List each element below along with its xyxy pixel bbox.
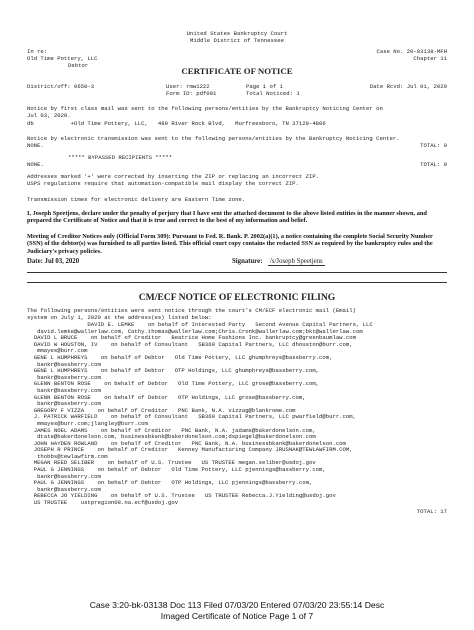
chapter: Chapter 11 [413, 55, 447, 62]
recipient-line: REBECCA JO YIELDING on behalf of U.S. Trustee US TRUSTEE Rebecca.J.Yielding@usdoj.gov [27, 492, 336, 500]
section-divider-bottom [27, 282, 447, 283]
recipient-line: GLENN BENTON ROSE on behalf of Debtor Old Time Pottery, LLC grose@bassberry.com, [27, 380, 320, 388]
recipient-line: PAUL G JENNINGS on behalf of Debtor OTP Holdings, LLC pjennings@bassberry.com, [27, 479, 313, 487]
recipient-line: JAMES NOEL ADAMS on behalf of Creditor PNC Bank, N.A. jadams@bakerdonelson.com, [27, 426, 316, 434]
usps-note: USPS regulations require that automation-compatible mail display the correct ZIP. [27, 180, 299, 187]
recipient-line: DAVID L BRUCE on behalf of Creditor Beatrice Home Fashions Inc. bankruptcy@greenbaumlaw.com [27, 334, 356, 342]
zip-note: Addresses marked '+' were corrected by inserting the ZIP or replacing an incorrect ZIP. [27, 173, 320, 180]
first-class-date: Jul 03, 2020. [27, 112, 71, 119]
declaration-text: I, Joseph Speetjens, declare under the penalty of perjury that I have sent the attached document to the above listed entities in the manner shown, and prepared the Certificate of Notice and that it is true and correct to the best of my information and belief. [27, 210, 427, 225]
recipient-line: GLENN BENTON ROSE on behalf of Debtor OTP Holdings, LLC grose@bassberry.com, [27, 393, 306, 401]
signature-text: /s/Joseph Speetjens [270, 258, 323, 265]
first-class-recipient: db +Old Time Pottery, LLC, 480 River Rock Blvd, Murfreesboro, TN 37128-4806 [27, 120, 326, 127]
recipient-line: bankr@bassberry.com [27, 386, 101, 394]
recipient-line: bankr@bassberry.com [27, 472, 101, 480]
district-office: District/off: 0650-3 [27, 83, 95, 90]
recipient-line: dtate@bakerdonelson.com, businessbkank@bakerdonelson.com;dspiegel@bakerdonelson.com [27, 433, 316, 441]
recipient-line: mmayes@burr.com;jlangley@burr.com [27, 419, 148, 427]
electronic-total: TOTAL: 0 [420, 142, 447, 149]
signature-value [268, 258, 325, 266]
recipient-line: J. PATRICK WARFIELD on behalf of Consultant SB360 Capital Partners, LLC pwarfield@burr.com, [27, 413, 356, 421]
recipient-line: GENE L HUMPHREYS on behalf of Debtor OTP Holdings, LLC ghumphreys@bassberry.com, [27, 367, 320, 375]
date-received: Date Rcvd: Jul 01, 2020 [369, 83, 447, 90]
time-zone-note: Transmission times for electronic delivery are Eastern Time zone. [27, 196, 246, 203]
cmecf-recipient-list [27, 322, 451, 507]
recipient-line: MEGAN REED SELIBER on behalf of U.S. Trustee US TRUSTEE megan.seliber@usdoj.gov [27, 459, 316, 467]
recipient-line: bankr@bassberry.com [27, 485, 101, 493]
case-number: Case No. 20-03138-MFH [376, 48, 447, 55]
recipient-line: thobbs@tewlawfirm.com [27, 452, 108, 460]
recipient-line: JOSEPH R PRINCE on behalf of Creditor Kenney Manufacturing Company JRUSNAK@TEWLAWFIRM.COM, [27, 446, 353, 454]
form-id: Form ID: pdf001 [166, 90, 217, 97]
bypassed-heading: ***** BYPASSED RECIPIENTS ***** [68, 154, 173, 161]
footer-case-line: Case 3:20-bk-03138 Doc 113 Filed 07/03/20 Entered 07/03/20 23:55:14 Desc [89, 600, 385, 610]
court-name: United States Bankruptcy Court [186, 30, 288, 37]
recipient-line: mmayes@burr.com [27, 347, 88, 355]
electronic-intro: Notice by electronic transmission was sent to the following persons/entities by the Bankruptcy Noticing Center. [27, 135, 400, 142]
recipient-line: bankr@bassberry.com [27, 373, 101, 381]
recipient-line: bankr@bassberry.com [27, 360, 101, 368]
page-count: Page 1 of 1 [246, 83, 283, 90]
recipient-line: PAUL G JENNINGS on behalf of Debtor Old Time Pottery, LLC pjennings@bassberry.com, [27, 466, 326, 474]
cmecf-intro-2: system on July 1, 2020 at the address(es) listed below: [27, 314, 212, 321]
recipient-line: GREGORY F VIZZA on behalf of Creditor PNC Bank, N.A. vizzag@blankrome.com [27, 406, 296, 414]
bypassed-none: NONE. [27, 161, 44, 168]
debtor-label: Debtor [68, 62, 89, 69]
recipient-line: bankr@bassberry.com [27, 400, 101, 408]
footer-page-line: Imaged Certificate of Notice Page 1 of 7 [160, 611, 314, 621]
first-class-intro: Notice by first class mail was sent to the following persons/entities by the Bankruptcy Noticing Center on [27, 105, 383, 112]
cmecf-title: CM/ECF NOTICE OF ELECTRONIC FILING [138, 292, 336, 303]
recipient-line: JOHN HAYDEN ROWLAND on behalf of Creditor PNC Bank, N.A. businessbkank@bakerdonelson.com [27, 439, 346, 447]
declaration-date: Date: Jul 03, 2020 [27, 258, 80, 265]
recipient-line: david.lemke@wallerlaw.com, Cathy.thomas@wallerlaw.com;Chris.Cronk@wallerlaw.com;bkt@wallerlaw.com [27, 327, 363, 335]
total-noticed: Total Noticed: 1 [246, 90, 300, 97]
cmecf-total: TOTAL: 17 [416, 508, 447, 515]
meeting-notice-text: Meeting of Creditor Notices only (Official Form 309): Pursuant to Fed. R. Bank. P. 2002(a)(1), a notice containing the complete Social Security Number (SSN) of the debtor(s) was furnished to all parties listed. This official court copy contains the redacted SSN as required by the bankruptcy rules and the Judiciary's privacy policies. [27, 233, 433, 255]
certificate-title: CERTIFICATE OF NOTICE [181, 66, 293, 76]
bypassed-total: TOTAL: 0 [420, 161, 447, 168]
recipient-line: DAVID W HOUSTON, IV on behalf of Consultant SB360 Capital Partners, LLC dhouston@burr.com, [27, 340, 353, 348]
in-re-label: In re: [27, 48, 48, 55]
recipient-line: GENE L HUMPHREYS on behalf of Debtor Old Time Pottery, LLC ghumphreys@bassberry.com, [27, 353, 333, 361]
user-id: User: rmw1222 [166, 83, 210, 90]
electronic-none: NONE. [27, 142, 44, 149]
recipient-line: US TRUSTEE ustpregion08.na.ecf@usdoj.gov [27, 499, 179, 507]
debtor-name: Old Time Pottery, LLC [27, 55, 98, 62]
signature-label: Signature: [232, 258, 263, 265]
recipient-line: DAVID E. LEMKE on behalf of Interested Party Second Avenue Capital Partners, LLC [27, 321, 373, 328]
section-divider-top [27, 272, 447, 273]
cmecf-intro-1: The following persons/entities were sent notice through the court's CM/ECF electronic mail (Email) [27, 307, 356, 314]
court-district: Middle District of Tennessee [190, 37, 284, 44]
